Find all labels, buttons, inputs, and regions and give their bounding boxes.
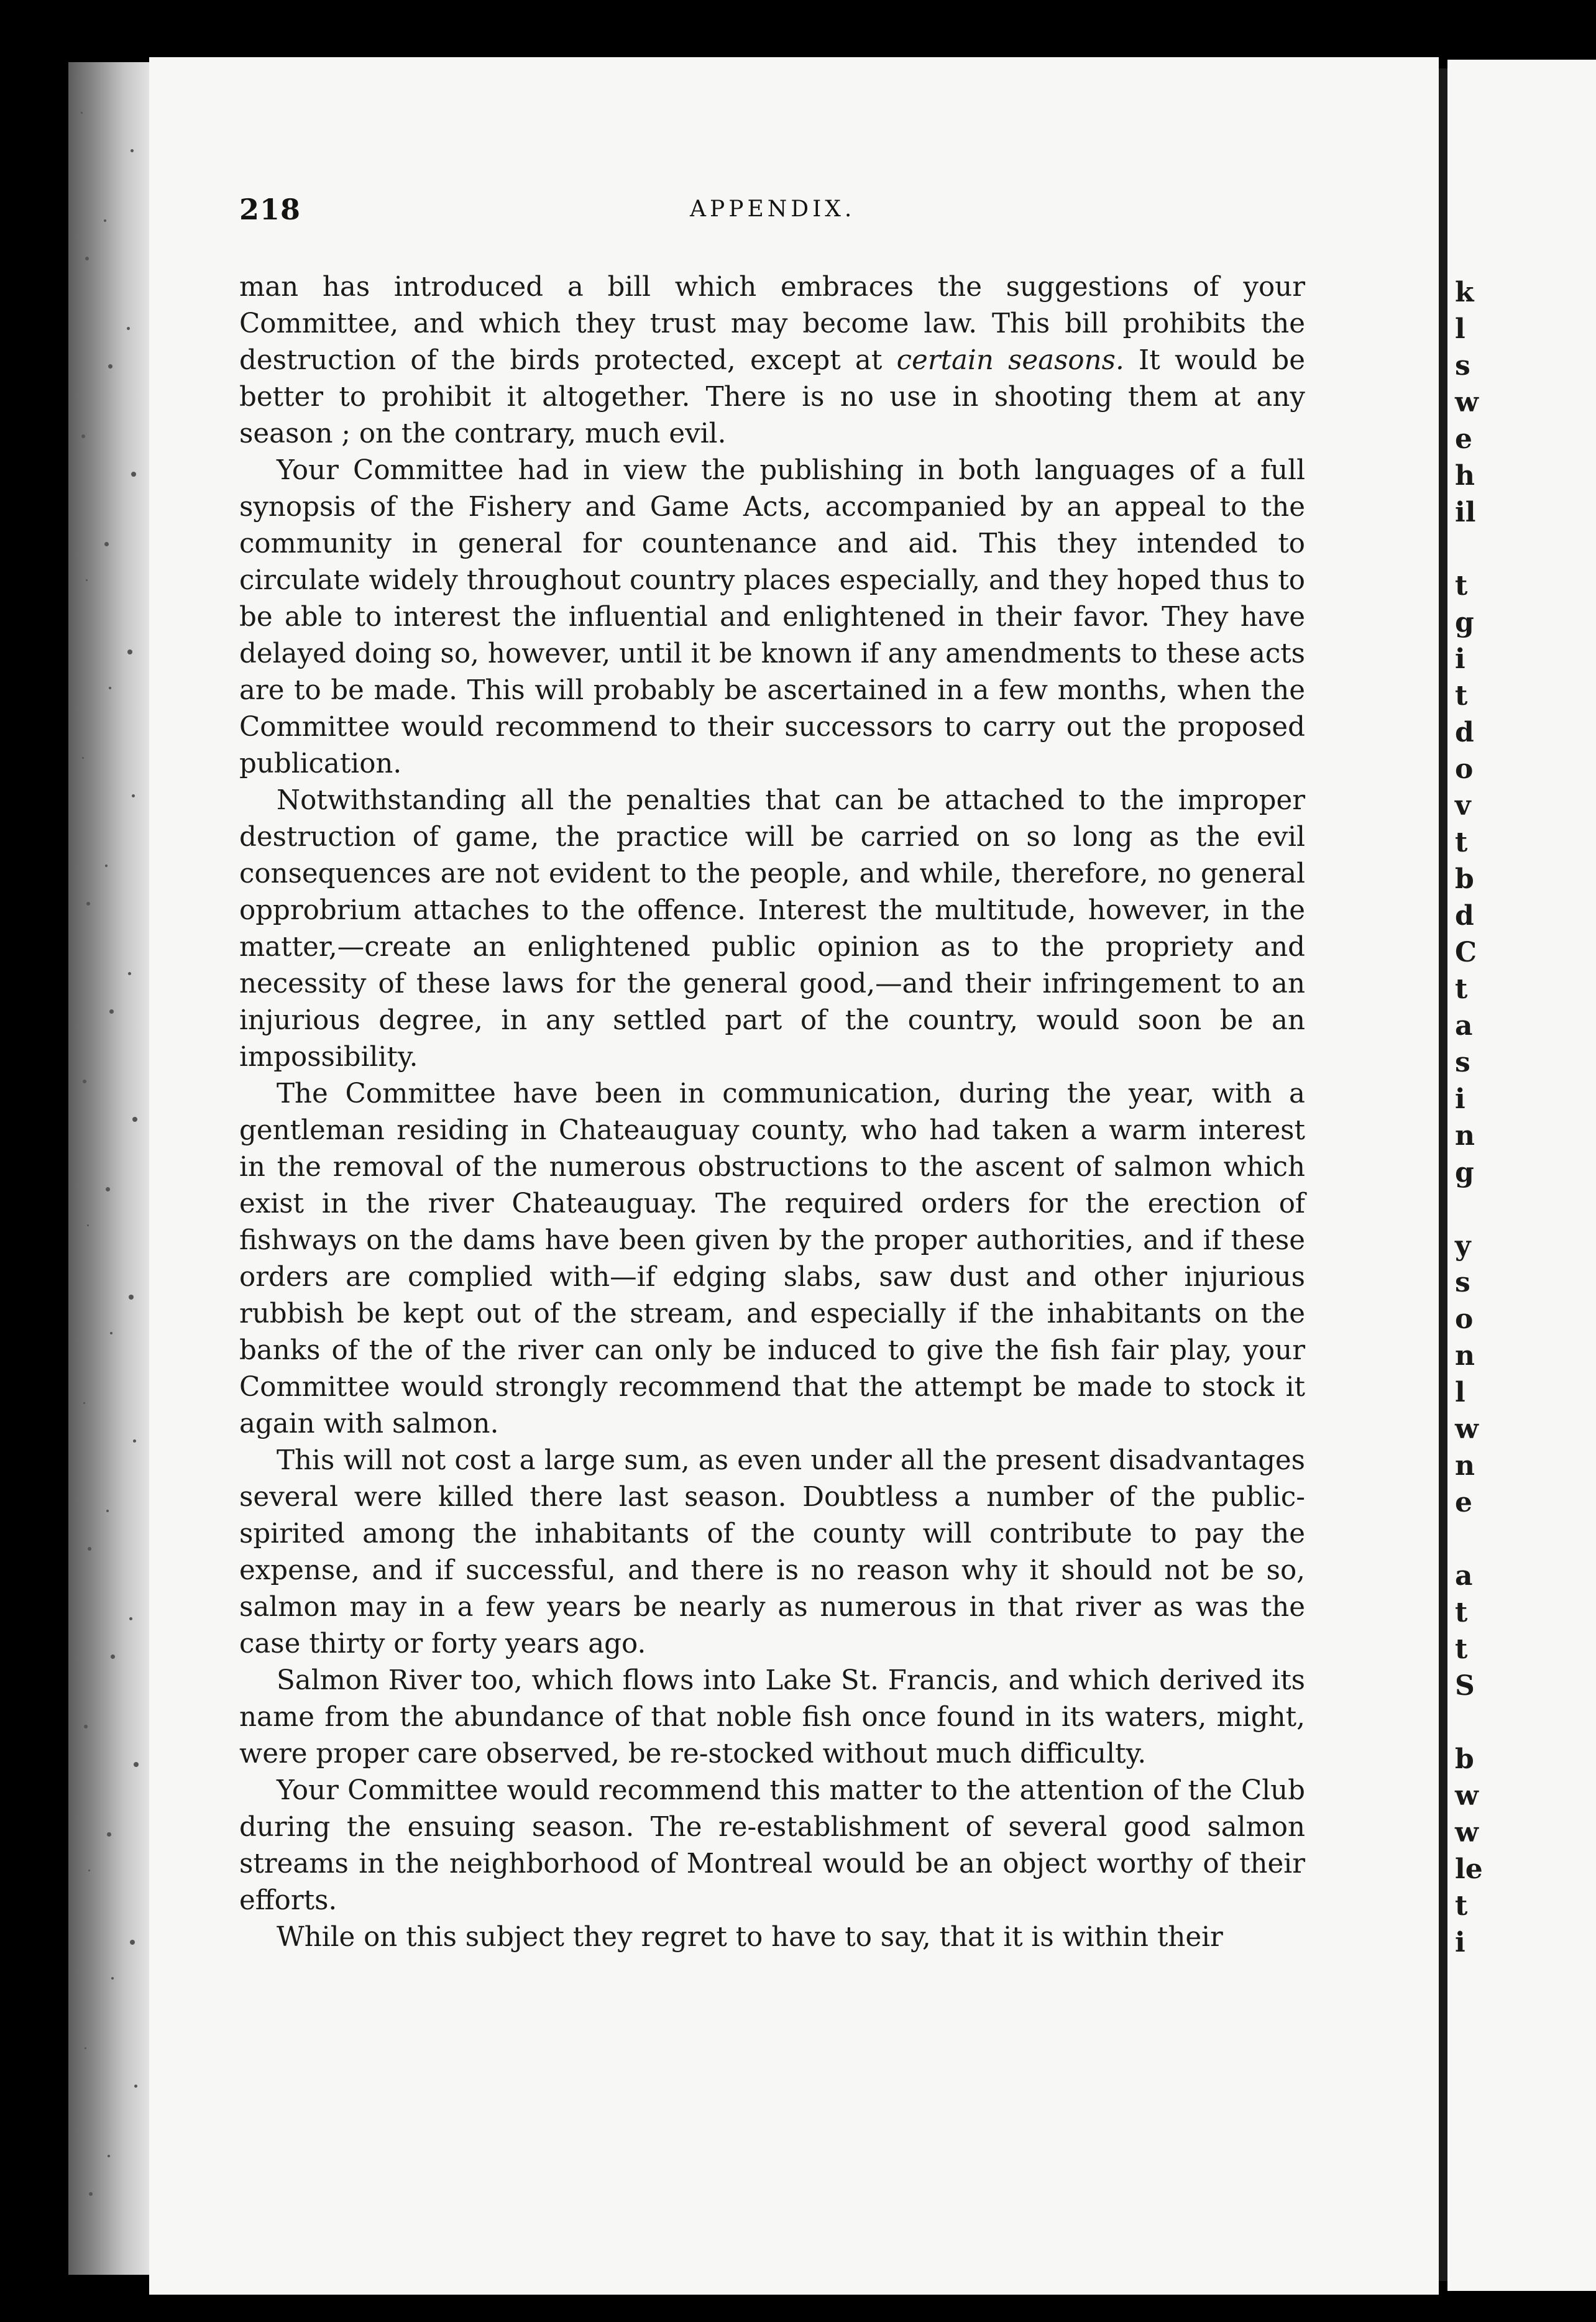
facing-page-fragment: w — [1455, 1413, 1479, 1445]
facing-page-fragment: S — [1455, 1670, 1475, 1702]
facing-page-fragment: il — [1455, 497, 1476, 528]
binding-speck — [85, 2047, 86, 2049]
binding-speck — [107, 1832, 111, 1837]
emphasis-text: certain seasons. — [896, 345, 1124, 376]
paragraph-text: man has introduced a bill which embraces the suggestions of your Committee, and which they trust may become law. This bill prohibits the destruction of the birds protected, except at — [239, 272, 1305, 376]
binding-speck — [111, 1977, 114, 1980]
binding-speck — [104, 219, 106, 222]
binding-speck — [132, 794, 135, 797]
binding-speck — [127, 649, 132, 654]
binding-speck — [131, 472, 136, 477]
facing-page-fragment: n — [1455, 1450, 1475, 1482]
binding-speck — [89, 2192, 93, 2196]
binding-speck — [81, 112, 83, 114]
facing-page-fragment: t — [1455, 827, 1468, 858]
binding-speck — [108, 2155, 110, 2157]
facing-page-fragment: i — [1455, 1083, 1465, 1115]
binding-speck — [134, 1762, 139, 1767]
binding-speck — [133, 1439, 136, 1443]
facing-page-fragment: w — [1455, 1817, 1479, 1848]
facing-page-fragment: e — [1455, 423, 1472, 455]
binding-speck — [110, 1332, 112, 1334]
binding-speck — [132, 1117, 137, 1122]
facing-page-fragment: l — [1455, 1377, 1465, 1408]
facing-page-edge — [1447, 60, 1596, 2291]
binding-speck — [85, 257, 89, 260]
paragraph: This will not cost a large sum, as even under all the present disadvantages several were killed there last season. Doubtless a number of the public-spirited among the inhabitants of the county will contribute to pay the expense, and if successful, and there is no reason why it should not be so, salmon may in a few years be nearly as numerous in that river as was the case thirty or forty years ago. — [239, 1445, 1305, 1659]
binding-speck — [84, 1725, 88, 1728]
binding-speck — [111, 1654, 115, 1659]
book-binding-edge — [68, 62, 155, 2275]
binding-speck — [131, 149, 134, 152]
binding-speck — [130, 1940, 135, 1945]
binding-speck — [105, 865, 108, 867]
paragraph: Your Committee would recommend this matter to the attention of the Club during the ensuing season. The re-establishment of several good salmon streams in the neighborhood of Montreal would be an object worthy of their efforts. — [239, 1775, 1305, 1916]
facing-page-fragment: e — [1455, 1487, 1472, 1518]
binding-speck — [86, 579, 88, 581]
paragraph: While on this subject they regret to have to say, that it is within their — [277, 1922, 1223, 1953]
binding-speck — [129, 1617, 132, 1620]
binding-speck — [104, 542, 109, 546]
facing-page-fragment: y — [1455, 1230, 1471, 1262]
binding-speck — [83, 1402, 85, 1404]
facing-page-fragment: d — [1455, 717, 1474, 748]
scan-gutter — [0, 0, 68, 2322]
facing-page-fragment: g — [1455, 607, 1474, 638]
facing-page-fragment: n — [1455, 1120, 1475, 1152]
body-text — [239, 269, 1305, 1956]
binding-speck — [87, 1224, 89, 1226]
facing-page-fragment: i — [1455, 643, 1465, 675]
binding-speck — [83, 1080, 86, 1083]
facing-page-fragment: le — [1455, 1853, 1483, 1885]
facing-page-fragment: o — [1455, 753, 1474, 785]
binding-speck — [127, 327, 130, 330]
facing-page-fragment: s — [1455, 350, 1470, 382]
facing-page-fragment: t — [1455, 1890, 1468, 1922]
facing-page-fragment: o — [1455, 1303, 1474, 1335]
facing-page-fragment: t — [1455, 1633, 1468, 1665]
paragraph: The Committee have been in communication, during the year, with a gentleman residing in Chateauguay county, who had taken a warm interest in the removal of the numerous obstructions to the ascent of salmon which exist in the river Chateauguay. The required orders for the erection of fishways on the dams have been given by the proper authorities, and if these orders are complied with—if edging slabs, saw dust and other injurious rubbish be kept out of the stream, and especially if the inhabitants on the banks of the of the river can only be induced to give the fish fair play, your Committee would strongly recommend that the attempt be made to stock it again with salmon. — [239, 1078, 1305, 1439]
facing-page-fragment: d — [1455, 900, 1474, 932]
binding-speck — [129, 1295, 134, 1300]
facing-page-fragment: h — [1455, 460, 1475, 492]
binding-speck — [82, 757, 84, 759]
page-number: 218 — [239, 193, 301, 226]
facing-page-fragment: t — [1455, 1597, 1468, 1628]
page-fold-divider — [1439, 68, 1447, 2281]
facing-page-fragment: t — [1455, 973, 1468, 1005]
facing-page-fragment: a — [1455, 1560, 1473, 1592]
facing-page-fragment: t — [1455, 570, 1468, 602]
running-head: APPENDIX. — [690, 196, 856, 222]
paragraph: Salmon River too, which flows into Lake St. Francis, and which derived its name from the abundance of that noble fish once found in its waters, might, were proper care observed, be re-stocked without much difficulty. — [239, 1665, 1305, 1769]
binding-speck — [108, 364, 112, 369]
binding-speck — [134, 2085, 137, 2088]
facing-page-fragment: k — [1455, 277, 1474, 308]
page-header — [239, 193, 1305, 236]
facing-page-fragment: s — [1455, 1267, 1470, 1298]
facing-page-fragment: w — [1455, 387, 1479, 418]
facing-page-fragment: t — [1455, 680, 1468, 712]
paragraph — [239, 269, 1305, 452]
facing-page-fragment: b — [1455, 1743, 1474, 1775]
facing-page-fragment: l — [1455, 313, 1465, 345]
facing-page-fragment: a — [1455, 1010, 1473, 1042]
binding-speck — [128, 972, 131, 975]
binding-speck — [106, 1510, 109, 1512]
binding-speck — [109, 1009, 114, 1014]
facing-page-fragment: v — [1455, 790, 1471, 822]
binding-speck — [109, 687, 111, 689]
binding-speck — [81, 434, 85, 438]
binding-speck — [86, 902, 90, 906]
facing-page-fragment: s — [1455, 1047, 1470, 1078]
facing-page-fragment: i — [1455, 1927, 1465, 1958]
binding-speck — [106, 1187, 110, 1191]
paragraph-text: It would be better to prohibit it altogether. There is no use in shooting them at any season ; on the contrary, much evil. — [239, 345, 1305, 449]
facing-page-fragment: b — [1455, 863, 1474, 895]
facing-page-fragment: n — [1455, 1340, 1475, 1372]
paragraph: Notwithstanding all the penalties that can be attached to the improper destruction of game, the practice will be carried on so long as the evil consequences are not evident to the people, and while, therefore, no general opprobrium attaches to the offence. Interest the multitude, however, in the matter,—create an enlightened public opinion as to the propriety and necessity of these laws for the general good,—and their infringement to an injurious degree, in any settled part of the country, would soon be an impossibility. — [239, 785, 1305, 1073]
facing-page-fragment: g — [1455, 1157, 1474, 1188]
paragraph: Your Committee had in view the publishing in both languages of a full synopsis of the Fishery and Game Acts, accompanied by an appeal to the community in general for countenance and aid. This they intended to circulate widely throughout country places especially, and they hoped thus to be able to interest the influential and enlightened in their favor. They have delayed doing so, however, until it be known if any amendments to these acts are to be made. This will probably be ascertained in a few months, when the Committee would recommend to their successors to carry out the proposed publication. — [239, 455, 1305, 779]
binding-speck — [88, 1870, 90, 1871]
facing-page-fragment: w — [1455, 1780, 1479, 1812]
facing-page-fragment: C — [1455, 937, 1477, 968]
binding-speck — [88, 1547, 91, 1551]
